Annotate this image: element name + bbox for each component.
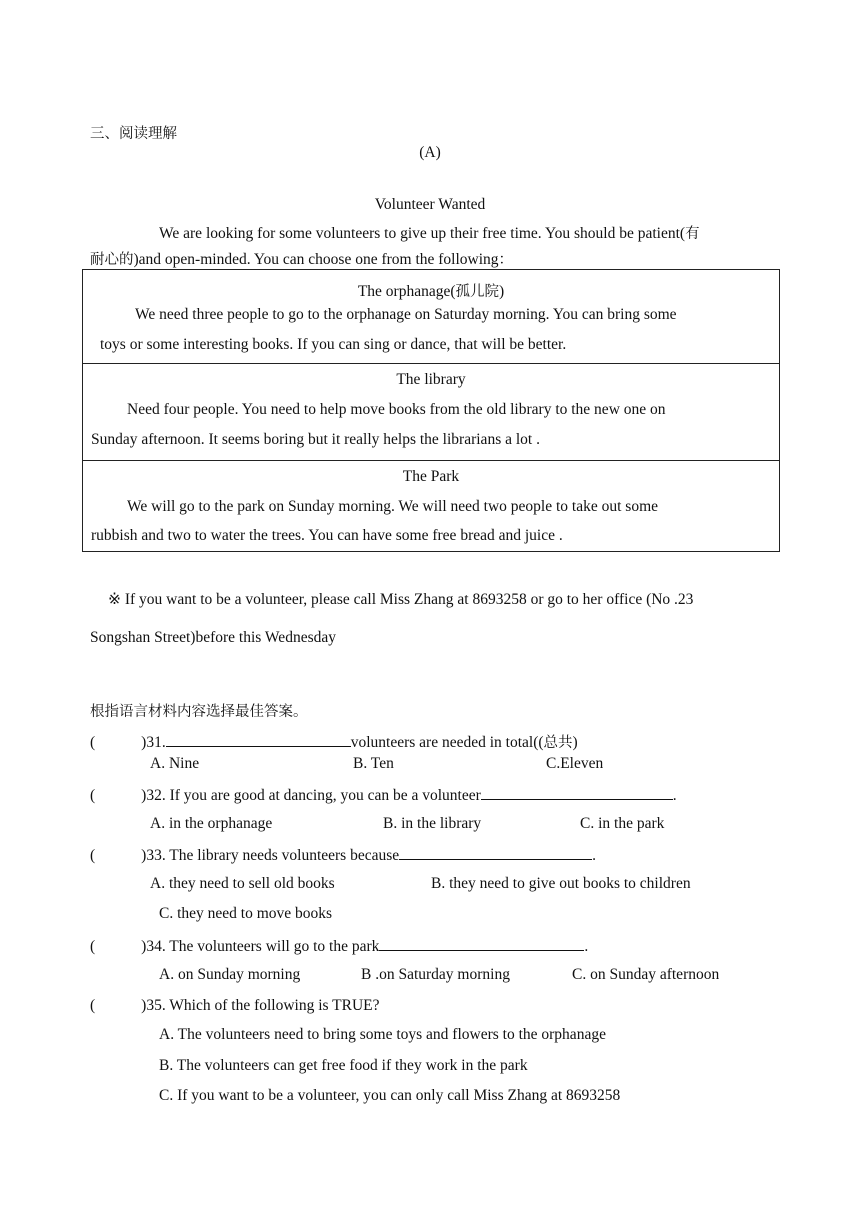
- option-a[interactable]: A. The volunteers need to bring some toys and flowers to the orphanage: [159, 1026, 606, 1043]
- table-cell-library: [83, 364, 779, 461]
- note-line-1: ※ If you want to be a volunteer, please call Miss Zhang at 8693258 or go to her office (No .23: [108, 591, 694, 608]
- cell-line: rubbish and two to water the trees. You can have some free bread and juice .: [91, 527, 563, 544]
- option-b[interactable]: B. in the library: [383, 815, 482, 832]
- answer-space[interactable]: [95, 786, 141, 800]
- question-31: [90, 731, 578, 752]
- table-cell-orphanage: [83, 270, 779, 364]
- instructions: 根指语言材料内容选择最佳答案。: [90, 704, 308, 720]
- option-c[interactable]: C.Eleven: [546, 755, 604, 772]
- cell-line: Sunday afternoon. It seems boring but it really helps the librarians a lot .: [91, 431, 540, 448]
- question-suffix: .: [592, 847, 596, 864]
- question-35: [90, 996, 380, 1015]
- question-prefix: )35. Which of the following is TRUE?: [141, 997, 380, 1014]
- cell-title: The library: [396, 371, 466, 388]
- question-32: [90, 785, 677, 805]
- question-prefix: )34. The volunteers will go to the park: [141, 938, 380, 955]
- option-c[interactable]: C. on Sunday afternoon: [572, 966, 720, 983]
- cell-title-end: ): [499, 283, 505, 300]
- cell-title: [83, 280, 779, 301]
- answer-paren: (: [90, 787, 96, 804]
- option-c[interactable]: C. If you want to be a volunteer, you can only call Miss Zhang at 8693258: [159, 1087, 621, 1104]
- intro-line-1-cn: 有: [685, 226, 700, 242]
- option-b[interactable]: B. Ten: [353, 755, 394, 772]
- answer-blank[interactable]: [481, 785, 673, 800]
- cell-title-en: The orphanage(: [357, 283, 456, 300]
- passage-label: (A): [419, 144, 441, 161]
- answer-paren: (: [90, 938, 96, 955]
- question-suffix: volunteers are needed in total((: [350, 734, 544, 751]
- answer-paren: (: [90, 734, 96, 751]
- cell-title-cn: 孤儿院: [455, 284, 499, 300]
- question-prefix: )32. If you are good at dancing, you can be a volunteer: [141, 787, 481, 804]
- answer-space[interactable]: [95, 996, 141, 1010]
- note-line-2: Songshan Street)before this Wednesday: [90, 629, 336, 646]
- question-prefix: )33. The library needs volunteers because: [141, 847, 400, 864]
- cell-line: toys or some interesting books. If you can sing or dance, that will be better.: [100, 336, 567, 353]
- question-prefix: )31.: [141, 734, 166, 751]
- question-33: [90, 845, 596, 865]
- answer-space[interactable]: [95, 733, 141, 747]
- cell-title: The Park: [402, 468, 460, 485]
- question-suffix-cn: 总共: [543, 735, 573, 751]
- passage-title: Volunteer Wanted: [374, 196, 486, 213]
- cell-line: We will go to the park on Sunday morning. We will need two people to take out some: [127, 498, 659, 515]
- option-a[interactable]: A. in the orphanage: [150, 815, 273, 832]
- option-a[interactable]: A. on Sunday morning: [159, 966, 301, 983]
- option-a[interactable]: A. Nine: [150, 755, 200, 772]
- intro-line-2: [90, 248, 513, 269]
- cell-line: Need four people. You need to help move books from the old library to the new one on: [127, 401, 666, 418]
- intro-line-2-colon: ：: [498, 252, 514, 268]
- question-suffix: .: [584, 938, 589, 955]
- question-suffix: .: [672, 787, 677, 804]
- answer-space[interactable]: [95, 937, 141, 951]
- table-cell-park: [83, 461, 779, 553]
- intro-line-1: [159, 222, 700, 243]
- answer-blank[interactable]: [399, 845, 592, 860]
- question-34: [90, 936, 588, 956]
- intro-line-2-en: )and open-minded. You can choose one from the following: [133, 251, 499, 268]
- section-heading: 三、阅读理解: [90, 126, 177, 142]
- option-c[interactable]: C. in the park: [580, 815, 665, 832]
- answer-blank[interactable]: [379, 936, 584, 951]
- intro-line-2-cn: 耐心的: [90, 252, 134, 268]
- answer-blank[interactable]: [166, 732, 351, 747]
- options-table: [82, 269, 780, 552]
- option-c[interactable]: C. they need to move books: [159, 905, 333, 922]
- question-suffix-end: ): [572, 734, 578, 751]
- intro-line-1-en: We are looking for some volunteers to give up their free time. You should be patient(: [159, 225, 686, 242]
- answer-space[interactable]: [95, 846, 141, 860]
- cell-line: We need three people to go to the orphanage on Saturday morning. You can bring some: [135, 306, 677, 323]
- option-a[interactable]: A. they need to sell old books: [150, 875, 335, 892]
- answer-paren: (: [90, 847, 96, 864]
- answer-paren: (: [90, 997, 96, 1014]
- option-b[interactable]: B. they need to give out books to children: [431, 875, 691, 892]
- option-b[interactable]: B. The volunteers can get free food if they work in the park: [159, 1057, 528, 1074]
- option-b[interactable]: B .on Saturday morning: [361, 966, 510, 983]
